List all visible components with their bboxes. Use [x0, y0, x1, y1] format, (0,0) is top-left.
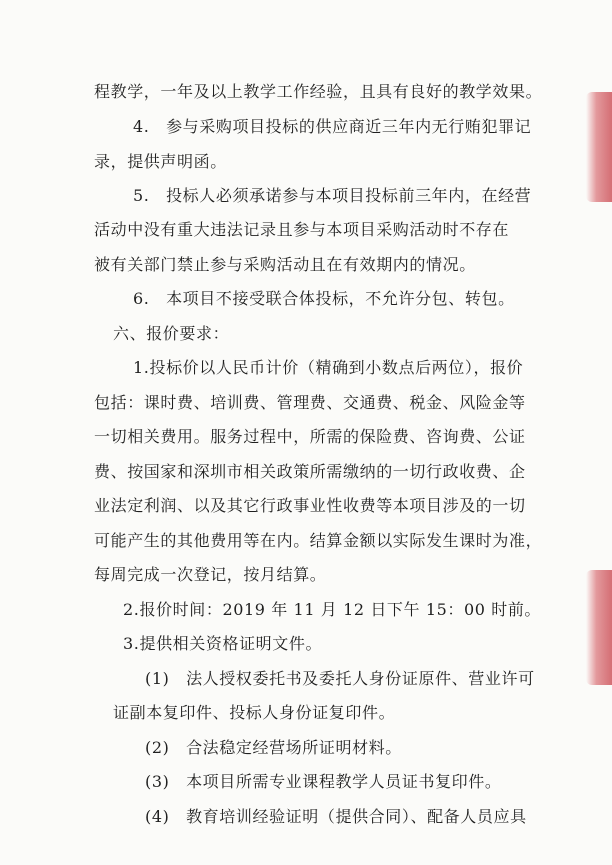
text-line: 5. 投标人必须承诺参与本项目投标前三年内，在经营	[133, 186, 532, 205]
text-line: 程教学，一年及以上教学工作经验，且具有良好的教学效果。	[94, 82, 543, 101]
text-line: 证副本复印件、投标人身份证复印件。	[113, 703, 396, 722]
text-line: 活动中没有重大违法记录且参与本项目采购活动时不存在	[94, 220, 510, 239]
list-item: (2) 合法稳定经营场所证明材料。	[145, 738, 402, 757]
text-line: 费、按国家和深圳市相关政策所需缴纳的一切行政收费、企	[94, 462, 526, 481]
seal-stamp-top	[586, 92, 612, 202]
section-heading: 六、报价要求：	[113, 324, 230, 343]
list-item: (3) 本项目所需专业课程教学人员证书复印件。	[145, 772, 502, 791]
text-line: 被有关部门禁止参与采购活动且在有效期内的情况。	[94, 255, 476, 274]
list-item: (1) 法人授权委托书及委托人身份证原件、营业许可	[145, 669, 535, 688]
text-line: 一切相关费用。服务过程中，所需的保险费、咨询费、公证	[94, 427, 526, 446]
text-line: 录，提供声明函。	[94, 152, 227, 171]
text-line: 可能产生的其他费用等在内。结算金额以实际发生课时为准，	[94, 531, 543, 550]
text-line: 3.提供相关资格证明文件。	[123, 634, 323, 653]
text-line: 2.报价时间：2019 年 11 月 12 日下午 15：00 时前。	[123, 600, 542, 619]
text-line: 1.投标价以人民币计价（精确到小数点后两位），报价	[133, 358, 524, 377]
text-line: 业法定利润、以及其它行政事业性收费等本项目涉及的一切	[94, 496, 526, 515]
text-line: 每周完成一次登记，按月结算。	[94, 565, 327, 584]
text-line: 6. 本项目不接受联合体投标，不允许分包、转包。	[133, 289, 515, 308]
text-line: 4. 参与采购项目投标的供应商近三年内无行贿犯罪记	[133, 117, 532, 136]
seal-stamp-bottom	[586, 570, 612, 685]
list-item: (4) 教育培训经验证明（提供合同）、配备人员应具	[145, 807, 527, 826]
text-line: 包括：课时费、培训费、管理费、交通费、税金、风险金等	[94, 393, 526, 412]
